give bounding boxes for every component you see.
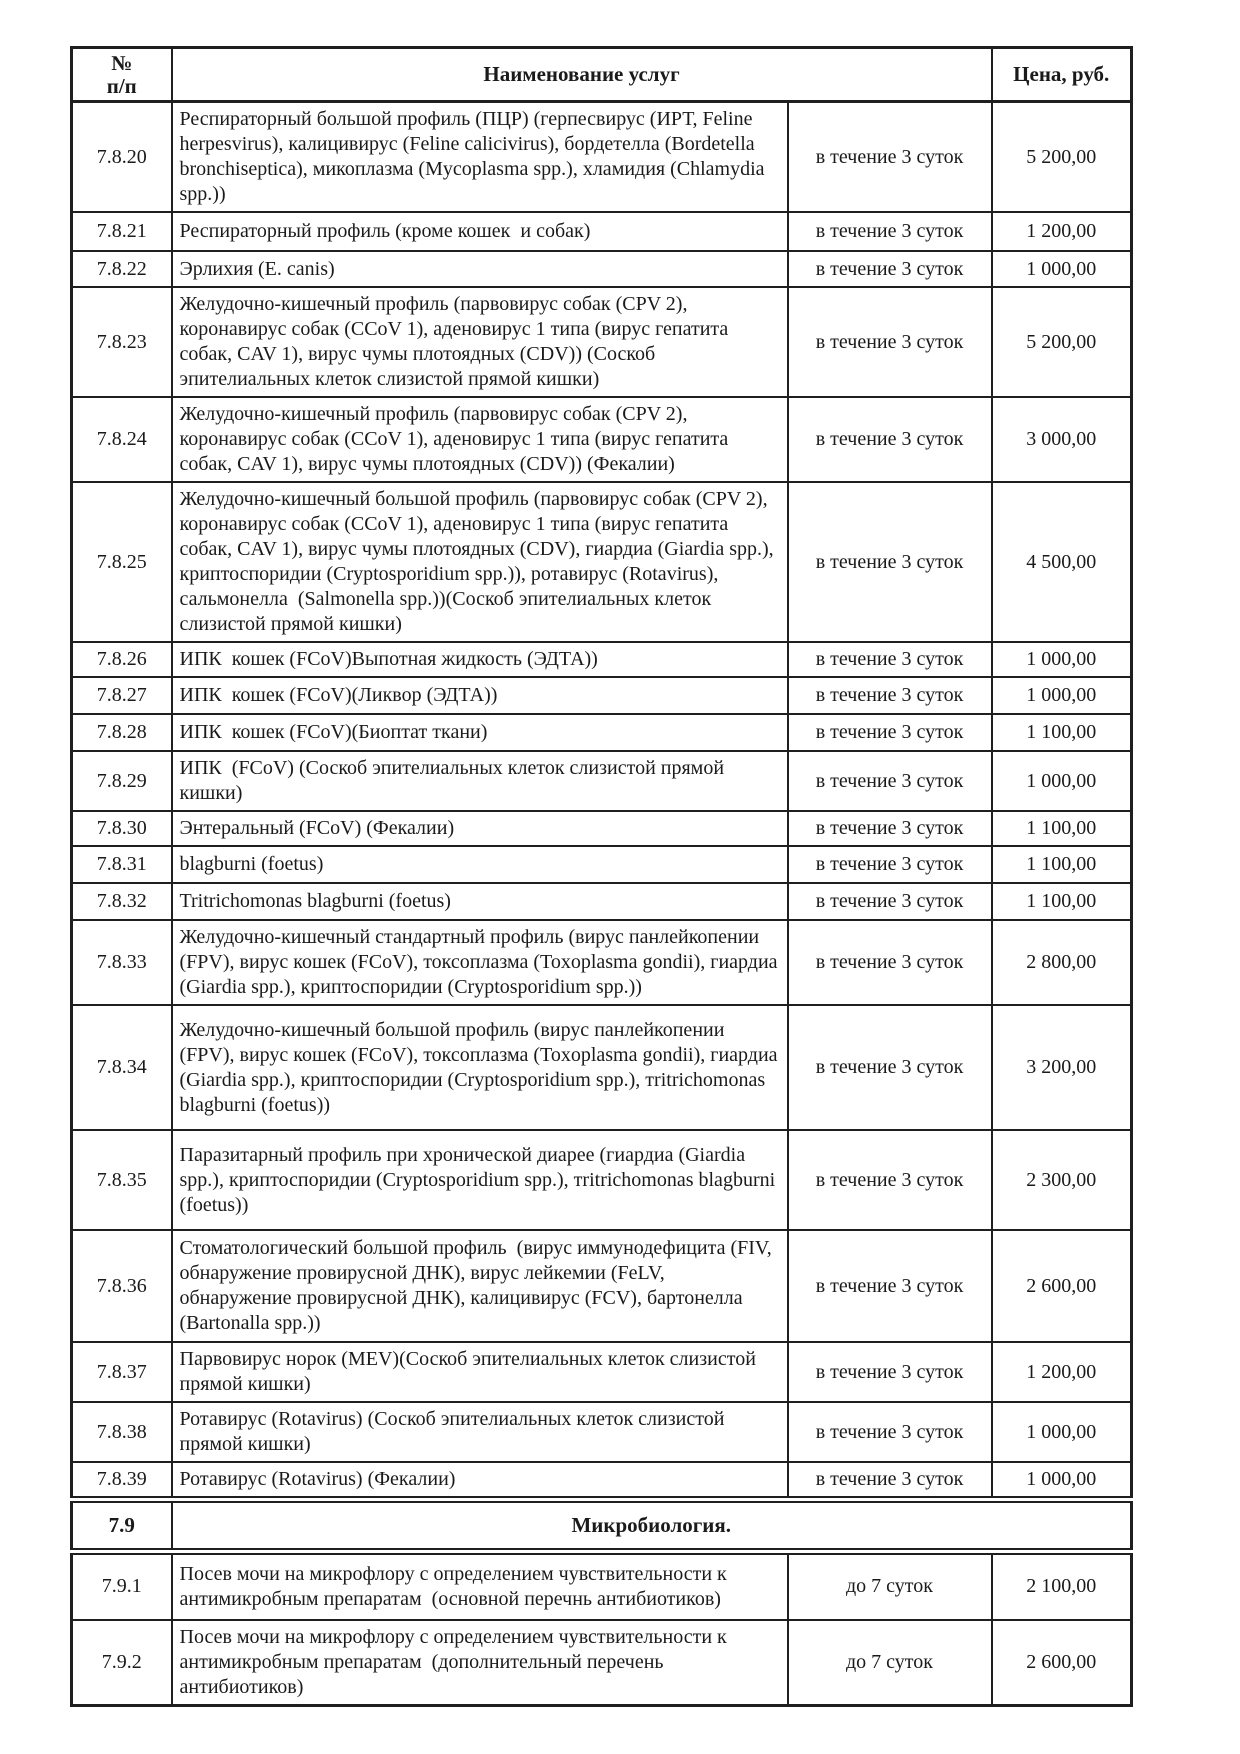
turnaround-time-cell: в течение 3 суток [788, 642, 992, 677]
table-row [72, 1620, 1132, 1706]
price-cell: 3 200,00 [992, 1005, 1132, 1130]
turnaround-time-cell: в течение 3 суток [788, 482, 992, 642]
price-cell: 1 000,00 [992, 751, 1132, 811]
price-cell: 1 000,00 [992, 251, 1132, 287]
header-number-line2: п/п [106, 73, 137, 98]
header-number-cell [72, 48, 172, 102]
turnaround-time-cell: в течение 3 суток [788, 102, 992, 213]
row-number-cell: 7.8.39 [72, 1462, 172, 1500]
price-cell: 4 500,00 [992, 482, 1132, 642]
price-cell: 1 000,00 [992, 1462, 1132, 1500]
service-name-cell: ИПК кошек (FCoV)(Ликвор (ЭДТА)) [172, 677, 788, 714]
turnaround-time-cell: в течение 3 суток [788, 287, 992, 397]
row-number-cell: 7.8.32 [72, 883, 172, 920]
turnaround-time-cell: в течение 3 суток [788, 1462, 992, 1500]
price-cell: 1 000,00 [992, 642, 1132, 677]
table-row [72, 1402, 1132, 1462]
price-cell: 2 800,00 [992, 920, 1132, 1005]
service-name-cell: Tritrichomonas blagburni (foetus) [172, 883, 788, 920]
row-number-cell: 7.8.24 [72, 397, 172, 482]
turnaround-time-cell: в течение 3 суток [788, 397, 992, 482]
section-title-cell: Микробиология. [172, 1500, 1132, 1552]
row-number-cell: 7.8.30 [72, 811, 172, 846]
row-number-cell: 7.8.21 [72, 212, 172, 251]
section-row [72, 1500, 1132, 1552]
turnaround-time-cell: в течение 3 суток [788, 1230, 992, 1342]
service-name-cell: Ротавирус (Rotavirus) (Фекалии) [172, 1462, 788, 1500]
price-table-body [72, 102, 1132, 1706]
service-name-cell: Энтеральный (FCoV) (Фекалии) [172, 811, 788, 846]
row-number-cell: 7.8.22 [72, 251, 172, 287]
turnaround-time-cell: в течение 3 суток [788, 1130, 992, 1230]
price-cell: 5 200,00 [992, 102, 1132, 213]
row-number-cell: 7.8.26 [72, 642, 172, 677]
row-number-cell: 7.9.1 [72, 1552, 172, 1620]
table-row [72, 714, 1132, 751]
turnaround-time-cell: до 7 суток [788, 1620, 992, 1706]
price-cell: 2 600,00 [992, 1230, 1132, 1342]
row-number-cell: 7.8.27 [72, 677, 172, 714]
header-price-cell: Цена, руб. [992, 48, 1132, 102]
row-number-cell: 7.8.37 [72, 1342, 172, 1402]
row-number-cell: 7.8.36 [72, 1230, 172, 1342]
table-row [72, 1130, 1132, 1230]
turnaround-time-cell: в течение 3 суток [788, 846, 992, 883]
row-number-cell: 7.8.34 [72, 1005, 172, 1130]
table-row [72, 287, 1132, 397]
price-cell: 2 600,00 [992, 1620, 1132, 1706]
price-cell: 2 300,00 [992, 1130, 1132, 1230]
service-name-cell: Желудочно-кишечный большой профиль (парвовирус собак (CPV 2), коронавирус собак (CCoV 1), аденовирус 1 типа (вирус гепатита собак, CAV 1), вирус чумы плотоядных (CDV), гиардиа (Giardia spp.), криптоспоридии (Cryptosporidium spp.)), ротавирус (Rotavirus), сальмонелла (Salmonella spp.))(Соскоб эпителиальных клеток слизистой прямой кишки) [172, 482, 788, 642]
price-cell: 1 100,00 [992, 846, 1132, 883]
price-cell: 1 000,00 [992, 1402, 1132, 1462]
row-number-cell: 7.8.35 [72, 1130, 172, 1230]
table-row [72, 751, 1132, 811]
turnaround-time-cell: в течение 3 суток [788, 811, 992, 846]
turnaround-time-cell: в течение 3 суток [788, 212, 992, 251]
row-number-cell: 7.8.33 [72, 920, 172, 1005]
row-number-cell: 7.8.20 [72, 102, 172, 213]
header-services-cell: Наименование услуг [172, 48, 992, 102]
row-number-cell: 7.9.2 [72, 1620, 172, 1706]
service-name-cell: Желудочно-кишечный профиль (парвовирус собак (CPV 2), коронавирус собак (CCoV 1), аденовирус 1 типа (вирус гепатита собак, CAV 1), вирус чумы плотоядных (CDV)) (Соскоб эпителиальных клеток слизистой прямой кишки) [172, 287, 788, 397]
table-row [72, 397, 1132, 482]
header-row [72, 48, 1132, 102]
header-number-line1: № [111, 50, 133, 75]
price-cell: 2 100,00 [992, 1552, 1132, 1620]
table-row [72, 1342, 1132, 1402]
turnaround-time-cell: в течение 3 суток [788, 714, 992, 751]
table-row [72, 1552, 1132, 1620]
service-name-cell: ИПК кошек (FCoV)Выпотная жидкость (ЭДТА)) [172, 642, 788, 677]
table-header [72, 48, 1132, 102]
service-name-cell: Стоматологический большой профиль (вирус иммунодефицита (FIV, обнаружение провирусной ДНК), вирус лейкемии (FeLV, обнаружение провирусной ДНК), калицивирус (FCV), бартонелла (Bartonalla spp.)) [172, 1230, 788, 1342]
row-number-cell: 7.8.25 [72, 482, 172, 642]
turnaround-time-cell: в течение 3 суток [788, 1402, 992, 1462]
service-name-cell: blagburni (foetus) [172, 846, 788, 883]
section-number-cell: 7.9 [72, 1500, 172, 1552]
service-name-cell: Посев мочи на микрофлору с определением чувствительности к антимикробным препаратам (основной перечнь антибиотиков) [172, 1552, 788, 1620]
row-number-cell: 7.8.38 [72, 1402, 172, 1462]
turnaround-time-cell: в течение 3 суток [788, 883, 992, 920]
service-name-cell: Парвовирус норок (MEV)(Соскоб эпителиальных клеток слизистой прямой кишки) [172, 1342, 788, 1402]
price-cell: 1 100,00 [992, 714, 1132, 751]
turnaround-time-cell: в течение 3 суток [788, 1005, 992, 1130]
service-name-cell: Желудочно-кишечный профиль (парвовирус собак (CPV 2), коронавирус собак (CCoV 1), аденовирус 1 типа (вирус гепатита собак, CAV 1), вирус чумы плотоядных (CDV)) (Фекалии) [172, 397, 788, 482]
table-row [72, 1462, 1132, 1500]
service-name-cell: Респираторный профиль (кроме кошек и собак) [172, 212, 788, 251]
service-name-cell: Ротавирус (Rotavirus) (Соскоб эпителиальных клеток слизистой прямой кишки) [172, 1402, 788, 1462]
table-row [72, 642, 1132, 677]
table-row [72, 1230, 1132, 1342]
turnaround-time-cell: в течение 3 суток [788, 920, 992, 1005]
service-name-cell: Респираторный большой профиль (ПЦР) (герпесвирус (ИРТ, Feline herpesvirus), калицивирус (Feline calicivirus), бордетелла (Bordetella bronchiseptica), микоплазма (Mycoplasma spp.), хламидия (Chlamydia spp.)) [172, 102, 788, 213]
table-row [72, 212, 1132, 251]
price-cell: 1 000,00 [992, 677, 1132, 714]
service-name-cell: ИПК (FCoV) (Соскоб эпителиальных клеток слизистой прямой кишки) [172, 751, 788, 811]
table-row [72, 846, 1132, 883]
table-row [72, 920, 1132, 1005]
service-name-cell: Паразитарный профиль при хронической диарее (гиардиа (Giardia spp.), криптоспоридии (Cryptosporidium spp.), тritrichomonas blagburni (foetus)) [172, 1130, 788, 1230]
row-number-cell: 7.8.29 [72, 751, 172, 811]
service-name-cell: Эрлихия (E. canis) [172, 251, 788, 287]
turnaround-time-cell: в течение 3 суток [788, 751, 992, 811]
service-name-cell: Посев мочи на микрофлору с определением чувствительности к антимикробным препаратам (дополнительный перечень антибиотиков) [172, 1620, 788, 1706]
price-cell: 1 200,00 [992, 1342, 1132, 1402]
table-row [72, 811, 1132, 846]
row-number-cell: 7.8.31 [72, 846, 172, 883]
row-number-cell: 7.8.28 [72, 714, 172, 751]
service-name-cell: Желудочно-кишечный стандартный профиль (вирус панлейкопении (FPV), вирус кошек (FCoV), токсоплазма (Toxoplasma gondii), гиардиа (Giardia spp.), криптоспоридии (Cryptosporidium spp.)) [172, 920, 788, 1005]
turnaround-time-cell: до 7 суток [788, 1552, 992, 1620]
turnaround-time-cell: в течение 3 суток [788, 1342, 992, 1402]
service-name-cell: ИПК кошек (FCoV)(Биоптат ткани) [172, 714, 788, 751]
turnaround-time-cell: в течение 3 суток [788, 251, 992, 287]
table-row [72, 1005, 1132, 1130]
price-cell: 3 000,00 [992, 397, 1132, 482]
table-row [72, 102, 1132, 213]
price-cell: 5 200,00 [992, 287, 1132, 397]
row-number-cell: 7.8.23 [72, 287, 172, 397]
service-name-cell: Желудочно-кишечный большой профиль (вирус панлейкопении (FPV), вирус кошек (FCoV), токсоплазма (Toxoplasma gondii), гиардиа (Giardia spp.), криптоспоридии (Cryptosporidium spp.), тritrichomonas blagburni (foetus)) [172, 1005, 788, 1130]
table-row [72, 883, 1132, 920]
table-row [72, 482, 1132, 642]
turnaround-time-cell: в течение 3 суток [788, 677, 992, 714]
price-cell: 1 200,00 [992, 212, 1132, 251]
price-cell: 1 100,00 [992, 883, 1132, 920]
table-row [72, 677, 1132, 714]
price-cell: 1 100,00 [992, 811, 1132, 846]
price-list-table [70, 46, 1133, 1707]
table-row [72, 251, 1132, 287]
